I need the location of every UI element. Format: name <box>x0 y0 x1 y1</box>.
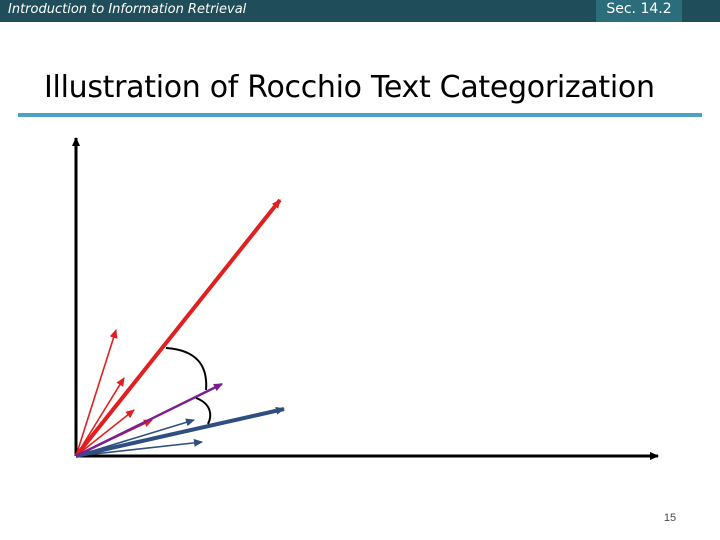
angle-arc-blue <box>196 398 210 424</box>
red-doc-vector <box>76 330 116 456</box>
page-number: 15 <box>663 512 677 524</box>
course-title: Introduction to Information Retrieval <box>8 2 247 17</box>
blue-doc-vector <box>76 442 202 456</box>
slide-title: Illustration of Rocchio Text Categorization <box>44 70 655 105</box>
section-label: Sec. 14.2 <box>606 1 672 17</box>
angle-arc-red <box>166 348 206 390</box>
